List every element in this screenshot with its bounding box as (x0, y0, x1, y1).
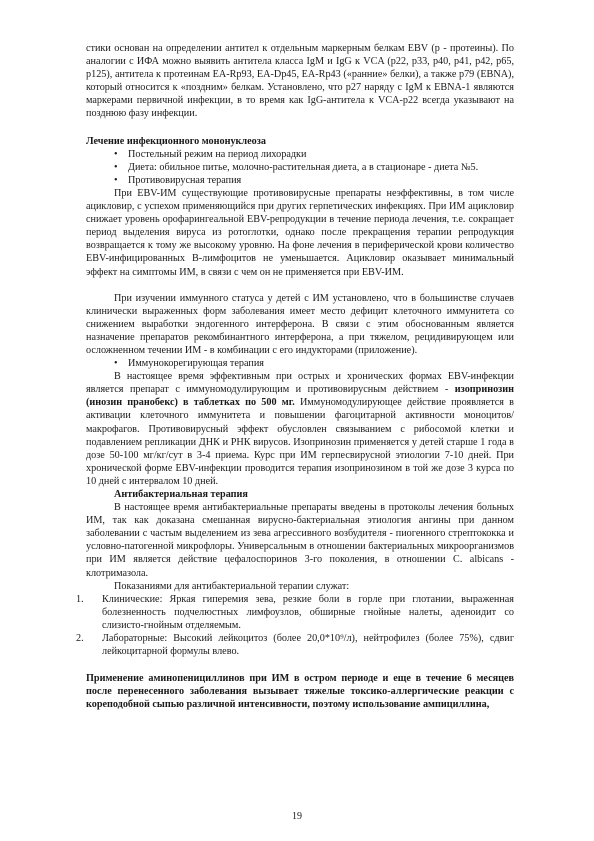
treatment-item: • Иммунокорегирующая терапия (114, 358, 264, 370)
indication-item: 2. Лабораторные: Высокий лейкоцитоз (более 20,0*10⁹/л), нейтрофилез (более 75%), сдвиг лейкоцитарной формулы влево. (76, 633, 514, 658)
treatment-item: • Противовирусная терапия (114, 174, 242, 186)
bullet-icon: • (114, 174, 118, 186)
bullet-icon: • (114, 358, 118, 370)
aminopenicillin-warning: Применение аминопенициллинов при ИМ в остром периоде и еще в течение 6 месяцев после перенесенного заболевания вызывает тяжелые токсико-аллергические реакции с кореподобной сыпью различной интенсивности, поэтому использование ампициллина, (86, 673, 514, 711)
section-title: Лечение инфекционного мононуклеоза (86, 135, 266, 147)
antiviral-paragraph: При EBV-ИМ существующие противовирусные препараты неэффективны, в том числе ацикловир, с успехом применяющийся при других герпетических инфекциях. При ИМ ацикловир снижает уровень орофарингеальной EBV-репродукции в течение периода лечения, т.е. сокращает период выделения вируса из ротоглотки, однако после прекращения терапии репродукция возвращается к тому же высокому уровню. На фоне лечения в периферической крови количество EBV-инфицированных В-лимфоцитов не уменьшается. Ацикловир оказывает минимальный эффект на симптомы ИМ, в связи с чем он не применяется при EBV-ИМ. (86, 187, 514, 278)
bullet-icon: • (114, 161, 118, 173)
page-number: 19 (292, 811, 302, 822)
indications-list (76, 593, 514, 658)
indication-item: 1. Клинические: Яркая гиперемия зева, резкие боли в горле при глотании, выраженная болезненность подчелюстных лимфоузлов, обширные гнойные налеты, аденоидит со слизисто-гнойным отделяемым. (76, 593, 514, 631)
immune-status-paragraph: При изучении иммунного статуса у детей с ИМ установлено, что в большинстве случаев клинически выраженных форм заболевания имеет место дефицит клеточного иммунитета со снижением выработки эндогенного интерферона. В связи с этим обоснованным является назначение препаратов рекомбинантного интерферона, а при тяжелом, рецидивирующем или осложненном течении ИМ - в комбинации с его индукторами (приложение). (86, 292, 514, 356)
drug-name-bold: изопринозин (инозин пранобекс) в таблетках по 500 мг. (86, 384, 514, 409)
page-content (76, 42, 514, 712)
antibacterial-title: Антибактериальная терапия (114, 489, 248, 500)
treatment-list (86, 148, 514, 187)
indications-intro: Показаниями для антибактериальной терапии служат: (114, 580, 350, 592)
immuno-list (86, 357, 514, 370)
antibacterial-paragraph: В настоящее время антибактериальные препараты введены в протоколы лечения больных ИМ, так как доказана смешанная вирусно-бактериальная этиология ангины при данном заболевании с частым выделением из зева агрессивного возбудителя - пиогенного стрептококка и условно-патогенной микрофлоры. Универсальным в отношении бактериальных микроорганизмов при ИМ является действие цефалоспоринов 3-го поколения, в отношении C. albicans - клотримазола. (86, 502, 514, 579)
bullet-icon: • (114, 148, 118, 160)
intro-paragraph: стики основан на определении антител к отдельным маркерным белкам EBV (р - протеины). По аналогии с ИФА можно выявить антитела класса IgM и IgG к VCA (р22, р33, р40, р41, р42, р65, р125), антитела к протеинам EA-Rp93, EA-Dp45, EA-Rp43 («ранние» белки), а также р79 (EBNA), который относится к «поздним» белкам. Установлено, что р27 наряду с IgM к EBNA-1 являются маркерами первичной инфекции, в то время как IgG-антитела к VCA-р22 всегда указывают на позднюю фазу инфекции. (86, 43, 514, 120)
treatment-item: • Диета: обильное питье, молочно-растительная диета, а в стационаре - диета №5. (114, 161, 479, 173)
isoprinosine-paragraph: В настоящее время эффективным при острых и хронических формах EBV-инфекции является препарат с иммуномодулирующим и противовирусным действием - изопринозин (инозин пранобекс) в таблетках по 500 мг. Иммуномодулирующее действие проявляется в активации клеточного иммунитета и повышении фагоцитарной активности моноцитов/макрофагов. Противовирусный эффект обусловлен связыванием с рибосомой клетки и подавлением репликации ДНК и РНК вирусов. Изопринозин применяется у детей старше 1 года в дозе 50-100 мг/кг/сут в 3-4 приема. Курс при ИМ герпесвирусной этиологии 7-10 дней. При хронической форме EBV-инфекции проводится терапия изопринозином в той же дозе 3 курса по 10 дней с интервалом 10 дней. (86, 371, 514, 487)
treatment-item: • Постельный режим на период лихорадки (114, 148, 307, 160)
